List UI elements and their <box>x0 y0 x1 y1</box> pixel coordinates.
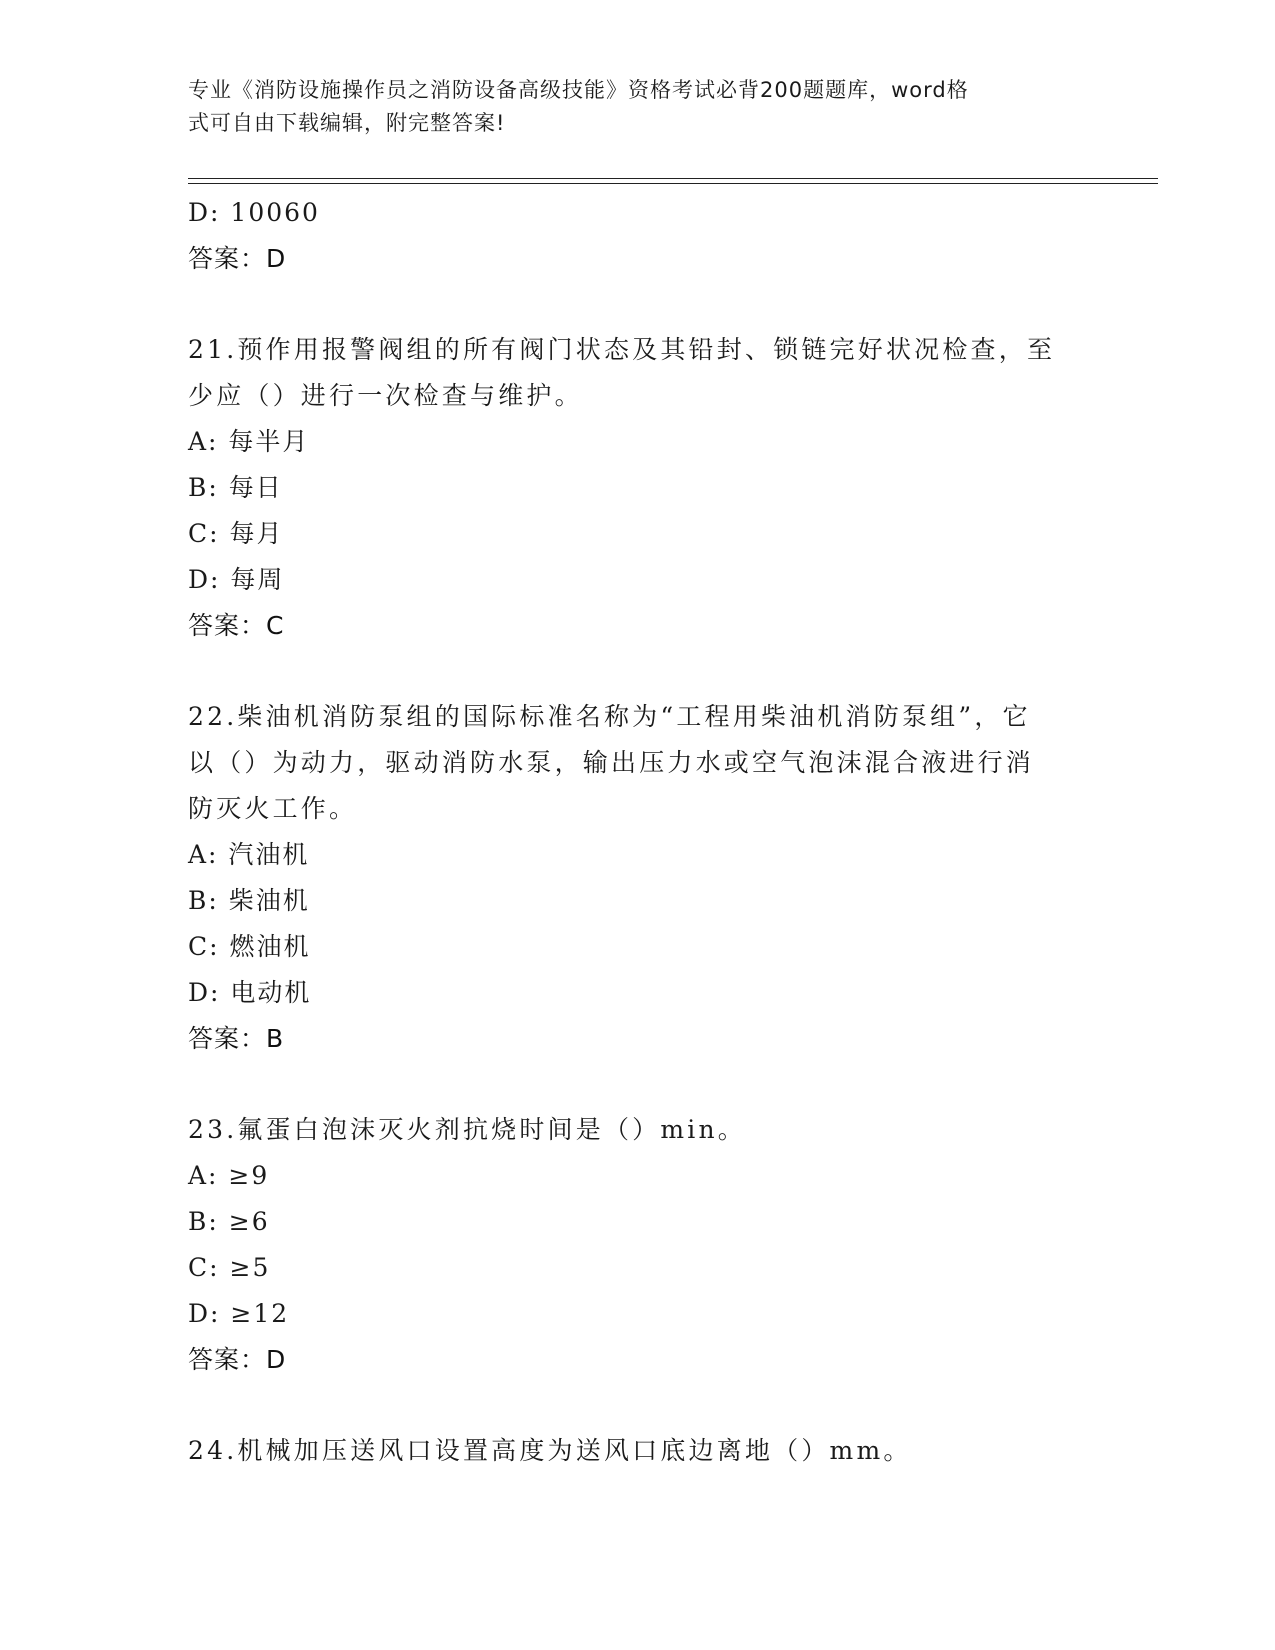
header-line-2: 式可自由下载编辑，附完整答案! <box>188 111 506 135</box>
option-d: D: 电动机 <box>188 978 312 1007</box>
question-text-line: 24.机械加压送风口设置高度为送风口底边离地（）mm。 <box>188 1436 912 1465</box>
option-b: B: ≥6 <box>188 1207 270 1236</box>
option-c: C: 每月 <box>188 519 284 548</box>
header-divider-bottom <box>188 183 1158 184</box>
question-list <box>188 190 1088 1474</box>
option-d: D: 每周 <box>188 565 285 594</box>
answer-line: 答案：D <box>188 244 287 273</box>
answer-line: 答案：B <box>188 1024 285 1053</box>
question-22 <box>188 694 1088 1062</box>
question-23 <box>188 1107 1088 1383</box>
question-text-line: 22.柴油机消防泵组的国际标准名称为“工程用柴油机消防泵组”，它 <box>188 702 1031 731</box>
option-d: D: ≥12 <box>188 1299 290 1328</box>
question-text-line: 以（）为动力，驱动消防水泵，输出压力水或空气泡沫混合液进行消 <box>188 748 1035 777</box>
question-24 <box>188 1428 1088 1474</box>
answer-line: 答案：C <box>188 611 285 640</box>
option-c: C: ≥5 <box>188 1253 271 1282</box>
option-c: C: 燃油机 <box>188 932 311 961</box>
option-a: A: 汽油机 <box>188 840 310 869</box>
option-a: A: ≥9 <box>188 1161 270 1190</box>
question-text-line: 防灭火工作。 <box>188 794 358 823</box>
page-header <box>188 74 1068 140</box>
question-text-line: 21.预作用报警阀组的所有阀门状态及其铅封、锁链完好状况检查，至 <box>188 335 1056 364</box>
question-text-line: 少应（）进行一次检查与维护。 <box>188 381 583 410</box>
question-text-line: 23.氟蛋白泡沫灭火剂抗烧时间是（）min。 <box>188 1115 746 1144</box>
header-divider-top <box>188 178 1158 179</box>
option-b: B: 柴油机 <box>188 886 310 915</box>
answer-line: 答案：D <box>188 1345 287 1374</box>
header-line-1: 专业《消防设施操作员之消防设备高级技能》资格考试必背200题题库，word格 <box>188 78 969 102</box>
option-b: B: 每日 <box>188 473 283 502</box>
option-a: A: 每半月 <box>188 427 310 456</box>
option-d: D: 10060 <box>188 198 320 227</box>
question-21 <box>188 327 1088 649</box>
